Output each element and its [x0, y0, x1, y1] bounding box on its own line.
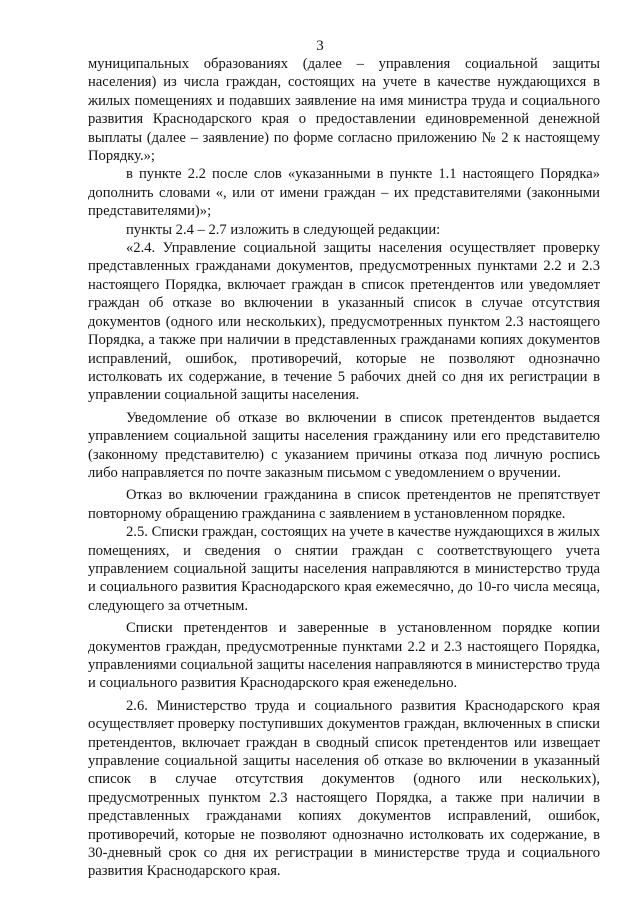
paragraph-applicant-lists: Списки претендентов и заверенные в установленном порядке копии документов граждан, предусмотренные пунктами 2.2 и 2.3 настоящего Порядка, управлениями социальной защиты населения направляются в министерство труда и социального развития Краснодарского края еженедельно. — [88, 620, 600, 692]
paragraph-refusal-notice: Уведомление об отказе во включении в список претендентов выдается управлением социальной защиты населения гражданину или его представителю (законному представителю) с указанием причины отказа под личную роспись либо направляется по почте заказным письмом с уведомлением о вручении. — [88, 409, 600, 481]
paragraph-2-6: 2.6. Министерство труда и социального развития Краснодарского края осуществляет проверку поступивших документов граждан, включенных в списки претендентов, включает граждан в сводный список претендентов или извещает управление социальной защиты населения об отказе во включении в указанный список в случае отсутствия документов (одного или нескольких), предусмотренных пунктом 2.3 настоящего Порядка, а также при наличии в представленных гражданами копиях документов исправлений, ошибок, противоречий, которые не позволяют однозначно истолковать их содержание, в 30-дневный срок со дня их регистрации в министерстве труда и социального развития Краснодарского края. — [88, 697, 600, 880]
paragraph-amendment-intro: пункты 2.4 – 2.7 изложить в следующей редакции: — [126, 221, 441, 238]
paragraph-2-5: 2.5. Списки граждан, состоящих на учете в качестве нуждающихся в жилых помещениях, и сведения о снятии граждан с соответствующего учета управлением социальной защиты населения направляются в министерство труда и социального развития Краснодарского края ежемесячно, до 10-го числа месяца, следующего за отчетным. — [88, 524, 600, 614]
paragraph-amendment-2-2: в пункте 2.2 после слов «указанными в пункте 1.1 настоящего Порядка» дополнить словами «, или от имени граждан – их представителями (законными представителями)»; — [88, 166, 600, 220]
document-body — [88, 55, 600, 881]
paragraph-refusal-no-obstacle: Отказ во включении гражданина в список претендентов не препятствует повторному обращению гражданина с заявлением в установленном порядке. — [88, 487, 600, 522]
paragraph-continuation: муниципальных образованиях (далее – управления социальной защиты населения) из числа граждан, состоящих на учете в качестве нуждающихся в жилых помещениях и подавших заявление на имя министра труда и социального развития Краснодарского края о предоставлении единовременной денежной выплаты (далее – заявление) по форме согласно приложению № 2 к настоящему Порядку.»; — [88, 56, 600, 165]
page-number: 3 — [316, 38, 324, 54]
paragraph-2-4: «2.4. Управление социальной защиты населения осуществляет проверку представленных гражданами документов, предусмотренных пунктами 2.2 и 2.3 настоящего Порядка, включает граждан в список претендентов или уведомляет граждан об отказе во включении в указанный список в случае отсутствия документов (одного или нескольких), предусмотренных пунктом 2.3 настоящего Порядка, а также при наличии в представленных гражданами копиях документов исправлений, ошибок, противоречий, которые не позволяют однозначно истолковать их содержание, в течение 5 рабочих дней со дня их регистрации в управлении социальной защиты населения. — [88, 240, 600, 404]
